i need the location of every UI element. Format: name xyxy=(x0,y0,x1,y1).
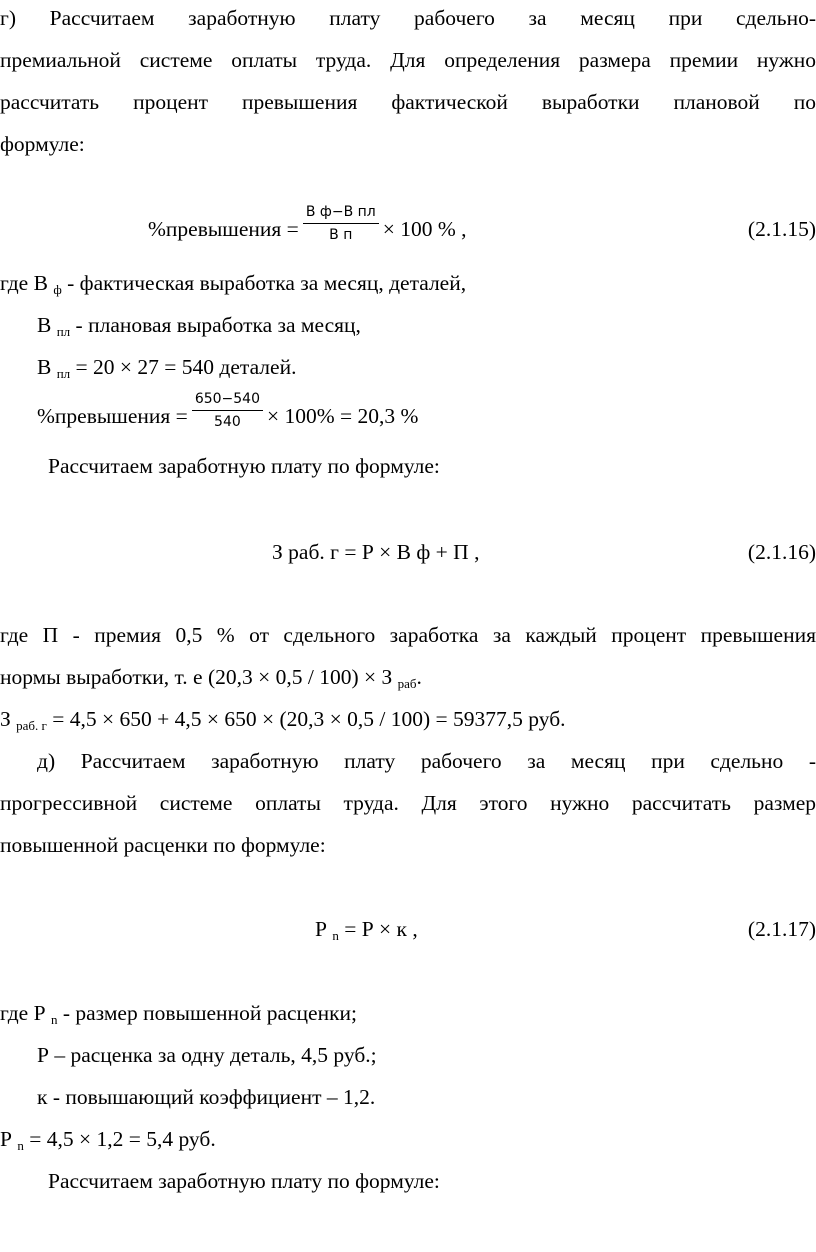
equation-number: (2.1.17) xyxy=(747,917,816,941)
equation-number: (2.1.16) xyxy=(747,540,816,564)
intro-final-formula: Рассчитаем заработную плату по формуле: xyxy=(48,1169,440,1193)
formula-lhs: %превышения = xyxy=(148,217,299,241)
section-g-line-3: рассчитать процент превышения фактической выработки плановой по xyxy=(0,90,816,114)
definition-premium: где П - премия 0,5 % от сдельного заработка за каждый процент превышения xyxy=(0,623,816,647)
section-g-line-1: г) Рассчитаем заработную плату рабочего за месяц при сдельно- xyxy=(0,6,816,30)
fraction-numerator: В ф−В пл xyxy=(303,202,379,224)
definition-k: к - повышающий коэффициент – 1,2. xyxy=(37,1085,376,1109)
percent-fraction: $\frac{650-540}{540}$ xyxy=(192,389,263,432)
definition-premium-cont: нормы выработки, т. е (20,3 × 0,5 / 100) × З $_{раб}$. xyxy=(0,665,422,691)
section-d-line-1: д) Рассчитаем заработную плату рабочего за месяц при сдельно - xyxy=(37,749,816,773)
section-g-line-2: премиальной системе оплаты труда. Для определения размера премии нужно xyxy=(0,48,816,72)
definition-pn: где Р $_n$ - размер повышенной расценки; xyxy=(0,1001,358,1027)
formula-rhs: × 100 % , xyxy=(382,217,467,241)
equation-number: (2.1.15) xyxy=(747,217,816,241)
calculation-pn: Р $_n$ = 4,5 × 1,2 = 5,4 руб. xyxy=(0,1127,216,1153)
intro-formula-16: Рассчитаем заработную плату по формуле: xyxy=(48,454,440,478)
calculation-vpl: В $_{пл}$ = 20 × 27 = 540 деталей. xyxy=(37,355,297,381)
formula-fraction xyxy=(303,202,379,245)
formula-expression: Р $_n$ = Р × к , xyxy=(315,917,418,943)
calculation-percent: %превышения = $\frac{650-540}{540}$ × 100% = 20,3 % xyxy=(37,390,419,430)
definition-p: Р – расценка за одну деталь, 4,5 руб.; xyxy=(37,1043,377,1067)
calculation-wage-premium: З $_{раб. г}$ = 4,5 × 650 + 4,5 × 650 × (20,3 × 0,5 / 100) = 59377,5 руб. xyxy=(0,707,566,733)
definition-vf: где В $_ф$ - фактическая выработка за месяц, деталей, xyxy=(0,271,467,297)
definition-vpl: В $_{пл}$ - плановая выработка за месяц, xyxy=(37,313,361,339)
formula-expression: З раб. г = Р × В ф + П , xyxy=(272,540,480,564)
section-d-line-3: повышенной расценки по формуле: xyxy=(0,833,326,857)
section-d-line-2: прогрессивной системе оплаты труда. Для этого нужно рассчитать размер xyxy=(0,791,816,815)
fraction-denominator: В п xyxy=(329,226,353,243)
section-g-line-4: формуле: xyxy=(0,132,85,156)
